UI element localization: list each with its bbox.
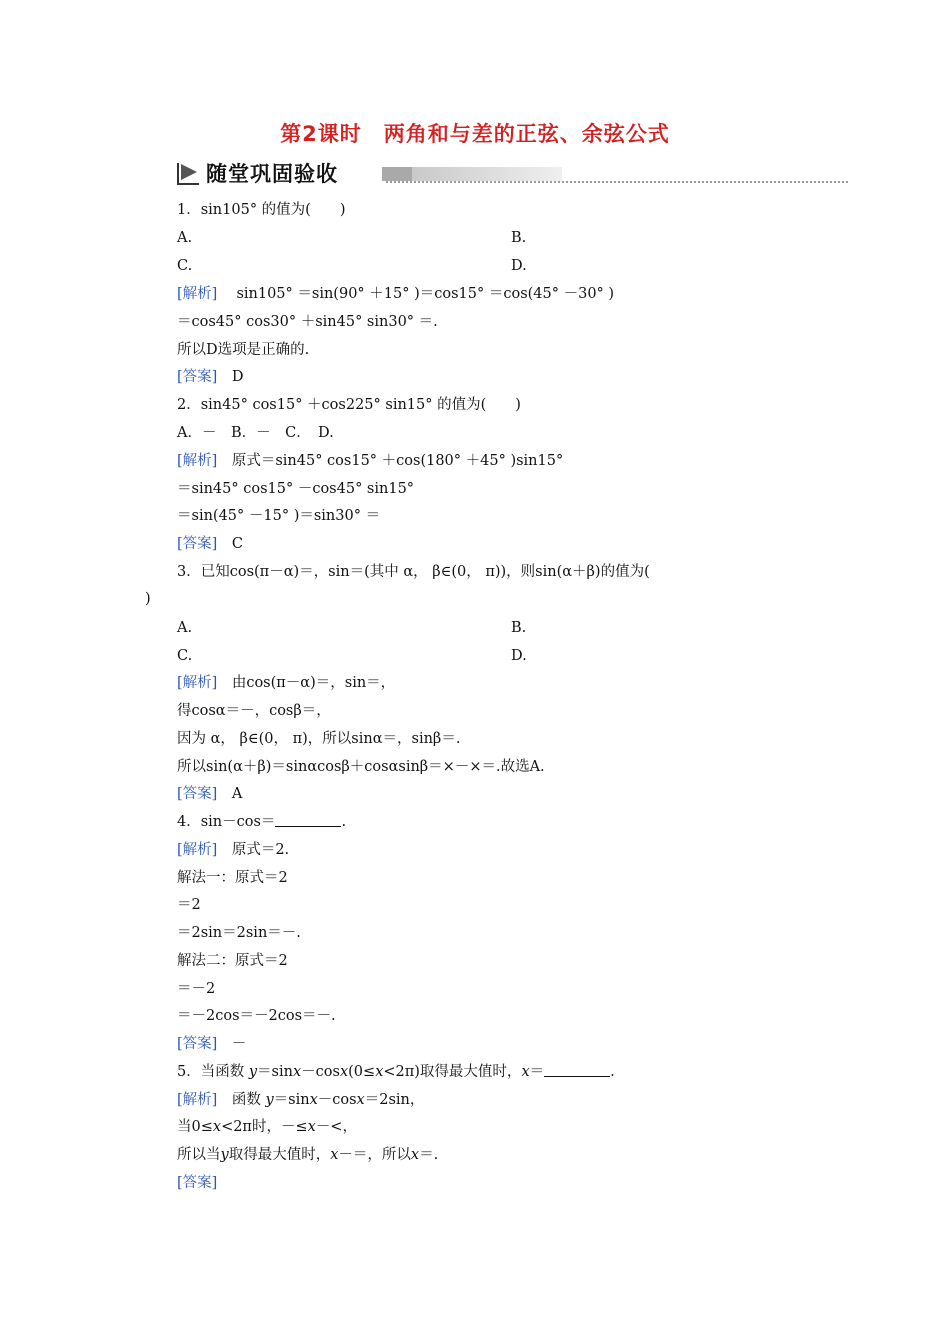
question-text: .	[341, 814, 347, 830]
math-var: x	[375, 1064, 384, 1080]
analysis-text: 函数	[231, 1092, 261, 1108]
analysis-tag: [解析]	[177, 842, 218, 858]
analysis-text: ＝－2	[177, 981, 216, 997]
analysis-text: 由cos(π－α)＝，sin＝，	[231, 675, 396, 691]
math-var: x	[330, 1147, 339, 1163]
question-text: ＝	[529, 1064, 545, 1080]
play-arrow-icon	[176, 160, 202, 186]
option-c: C.	[177, 648, 193, 664]
option-d: D.	[511, 648, 527, 664]
analysis-text: 因为 α， β∈(0， π)，所以sinα＝，sinβ＝.	[177, 731, 461, 747]
option-a: A.	[177, 230, 193, 246]
analysis-text: 得cosα＝－，cosβ＝，	[177, 703, 331, 719]
analysis-text: 所以D选项是正确的.	[177, 342, 310, 358]
answer-value: A	[231, 786, 243, 802]
answer-tag: [答案]	[177, 786, 218, 802]
analysis-text-line	[177, 1145, 438, 1165]
analysis-line	[177, 673, 395, 693]
math-var: y	[248, 1064, 258, 1080]
question-text: <2π)取得最大值时，	[383, 1064, 522, 1080]
analysis-text: <2π时，－≤	[221, 1119, 308, 1135]
analysis-text: 原式＝sin45° cos15° ＋cos(180° ＋45° )sin15°	[231, 453, 564, 469]
answer-value: －	[231, 1036, 247, 1052]
analysis-line	[177, 840, 289, 860]
analysis-text: ＝.	[419, 1147, 439, 1163]
analysis-text: －cos	[317, 1092, 357, 1108]
math-var: x	[292, 1064, 302, 1080]
analysis-text: －＝，所以	[338, 1147, 411, 1163]
analysis-text: ＝cos45° cos30° ＋sin45° sin30° ＝.	[177, 314, 438, 330]
answer-line	[177, 534, 243, 554]
question-1: 1．sin105° 的值为( )	[177, 202, 346, 218]
analysis-text: ＝2sin，	[364, 1092, 425, 1108]
question-2: 2．sin45° cos15° ＋cos225° sin15° 的值为( )	[177, 397, 521, 413]
analysis-line	[177, 1090, 424, 1110]
section-divider	[386, 181, 848, 183]
analysis-text: ＝sin45° cos15° －cos45° sin15°	[177, 481, 415, 497]
math-var: x	[307, 1119, 316, 1135]
analysis-text: 取得最大值时，	[228, 1147, 331, 1163]
answer-line	[177, 1173, 217, 1193]
analysis-text: 解法一：原式＝2	[177, 870, 288, 886]
analysis-text: －<，	[315, 1119, 357, 1135]
analysis-tag: [解析]	[177, 1092, 218, 1108]
answer-value: C	[231, 536, 243, 552]
analysis-tag: [解析]	[177, 286, 218, 302]
page-title: 第2课时 两角和与差的正弦、余弦公式	[280, 122, 670, 146]
math-var: y	[220, 1147, 229, 1163]
answer-line	[177, 784, 242, 804]
analysis-line	[177, 451, 563, 471]
section-label: 随堂巩固验收	[206, 162, 338, 186]
math-var: x	[339, 1064, 349, 1080]
answer-blank	[544, 1062, 610, 1077]
analysis-text: sin105° ＝sin(90° ＋15° )＝cos15° ＝cos(45° －30° )	[236, 286, 615, 302]
answer-blank	[275, 812, 341, 827]
question-text: (0≤	[348, 1064, 376, 1080]
math-var: x	[410, 1147, 420, 1163]
answer-line	[177, 1034, 246, 1054]
analysis-text: 解法二：原式＝2	[177, 953, 288, 969]
question-text: .	[610, 1064, 615, 1080]
math-var: x	[212, 1119, 222, 1135]
answer-tag: [答案]	[177, 369, 218, 385]
analysis-text: 所以sin(α＋β)＝sinαcosβ＋cosαsinβ＝×－×＝.故选A.	[177, 759, 545, 775]
answer-tag: [答案]	[177, 536, 218, 552]
math-var: x	[521, 1064, 530, 1080]
question-text: －cos	[301, 1064, 340, 1080]
analysis-text: ＝sin	[273, 1092, 310, 1108]
analysis-line	[177, 284, 614, 304]
option-c: C.	[177, 258, 193, 274]
question-5	[177, 1062, 615, 1082]
question-text: 4．sin－cos＝	[177, 814, 276, 830]
question-4	[177, 812, 346, 832]
section-header	[176, 158, 848, 188]
analysis-tag: [解析]	[177, 453, 218, 469]
analysis-text: ＝2	[177, 897, 201, 913]
answer-line	[177, 367, 243, 387]
analysis-text: 所以当	[177, 1147, 221, 1163]
analysis-text-line	[177, 1117, 357, 1137]
options-row: A．－ B．－ C． D.	[177, 425, 334, 441]
option-a: A.	[177, 620, 193, 636]
answer-tag: [答案]	[177, 1175, 218, 1191]
analysis-text: ＝－2cos＝－2cos＝－.	[177, 1008, 336, 1024]
option-b: B.	[511, 230, 527, 246]
analysis-text: ＝sin(45° －15° )＝sin30° ＝	[177, 508, 381, 524]
question-3: 3．已知cos(π－α)＝，sin＝(其中 α， β∈(0， π))，则sin(α＋β)的值为(	[177, 564, 650, 580]
answer-value: D	[231, 369, 244, 385]
answer-tag: [答案]	[177, 1036, 218, 1052]
option-b: B.	[511, 620, 527, 636]
section-bar	[382, 167, 562, 181]
analysis-text: 当0≤	[177, 1119, 213, 1135]
question-3-wrap: )	[145, 591, 151, 607]
math-var: y	[265, 1092, 274, 1108]
option-d: D.	[511, 258, 527, 274]
analysis-text: ＝2sin＝2sin＝－.	[177, 925, 301, 941]
question-text: ＝sin	[257, 1064, 293, 1080]
math-var: x	[309, 1092, 318, 1108]
question-text: 5．当函数	[177, 1064, 245, 1080]
analysis-text: 原式＝2.	[231, 842, 290, 858]
analysis-tag: [解析]	[177, 675, 218, 691]
math-var: x	[356, 1092, 365, 1108]
